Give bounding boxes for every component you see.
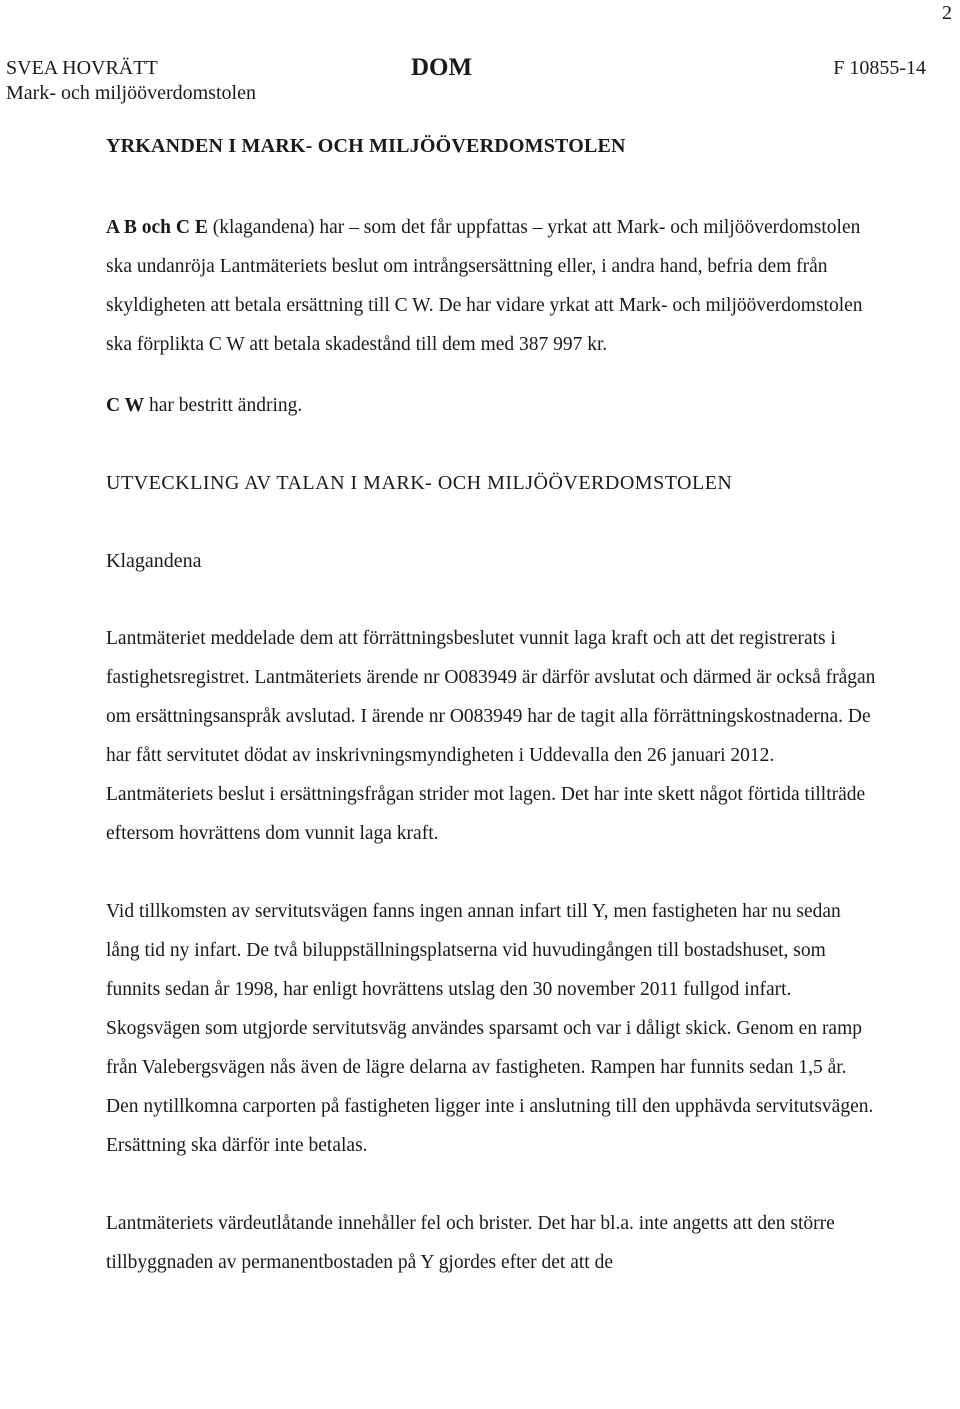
body-paragraph: Lantmäteriets värdeutlåtande innehåller fel och brister. Det har bl.a. inte angetts att den större tillbyggnaden av permanentbostaden på Y gjordes efter det att de — [106, 1213, 835, 1273]
subheading-appellants: Klagandena — [106, 550, 202, 572]
court-name: SVEA HOVRÄTT — [6, 57, 158, 79]
body-paragraph: Vid tillkomsten av servitutsvägen fanns ingen annan infart till Y, men fastigheten har nu sedan lång tid ny infart. De två biluppställningsplatserna vid huvudingången till bostadshuset, som funnits sedan år 1998, har enligt hovrättens utslag den 30 november 2011 fullgod infart. Skogsvägen som utgjorde servitutsväg användes sparsamt och var i dåligt skick. Genom en ramp från Valebergsvägen nås även de lägre delarna av fastigheten. Rampen har funnits sedan 1,5 år. Den nytillkomna carporten på fastigheten ligger inte i anslutning till den upphävda servitutsvägen. Ersättning ska därför inte betalas. — [106, 901, 874, 1156]
section-heading-development: UTVECKLING AV TALAN I MARK- OCH MILJÖÖVERDOMSTOLEN — [106, 472, 733, 494]
claims-paragraph — [106, 208, 876, 364]
claims-text: (klagandena) har – som det får uppfattas – yrkat att Mark- och miljööverdomstolen ska undanröja Lantmäteriets beslut om intrångsersättning eller, i andra hand, befria dem från skyldigheten att betala ersättning till C W. De har vidare yrkat att Mark- och miljööverdomstolen ska förplikta C W att betala skadestånd till dem med 387 997 kr. — [106, 217, 863, 355]
page-number: 2 — [942, 2, 952, 24]
document-header — [6, 56, 926, 108]
court-division: Mark- och miljööverdomstolen — [6, 82, 256, 104]
respondent-name: C W — [106, 395, 145, 416]
document-type: DOM — [411, 54, 473, 81]
respondent-paragraph — [106, 386, 876, 425]
respondent-text: har bestritt ändring. — [144, 395, 303, 416]
case-number: F 10855-14 — [833, 57, 926, 79]
document-body — [106, 132, 876, 1282]
appellant-names: A B och C E — [106, 217, 208, 238]
section-heading-claims: YRKANDEN I MARK- OCH MILJÖÖVERDOMSTOLEN — [106, 135, 626, 157]
body-paragraph: Lantmäteriet meddelade dem att förrättningsbeslutet vunnit laga kraft och att det registrerats i fastighetsregistret. Lantmäteriets ärende nr O083949 är därför avslutat och därmed är också frågan om ersättningsanspråk avslutad. I ärende nr O083949 har de tagit alla förrättningskostnaderna. De har fått servitutet dödat av inskrivningsmyndigheten i Uddevalla den 26 januari 2012. Lantmäteriets beslut i ersättningsfrågan strider mot lagen. Det har inte skett något förtida tillträde eftersom hovrättens dom vunnit laga kraft. — [106, 628, 876, 844]
